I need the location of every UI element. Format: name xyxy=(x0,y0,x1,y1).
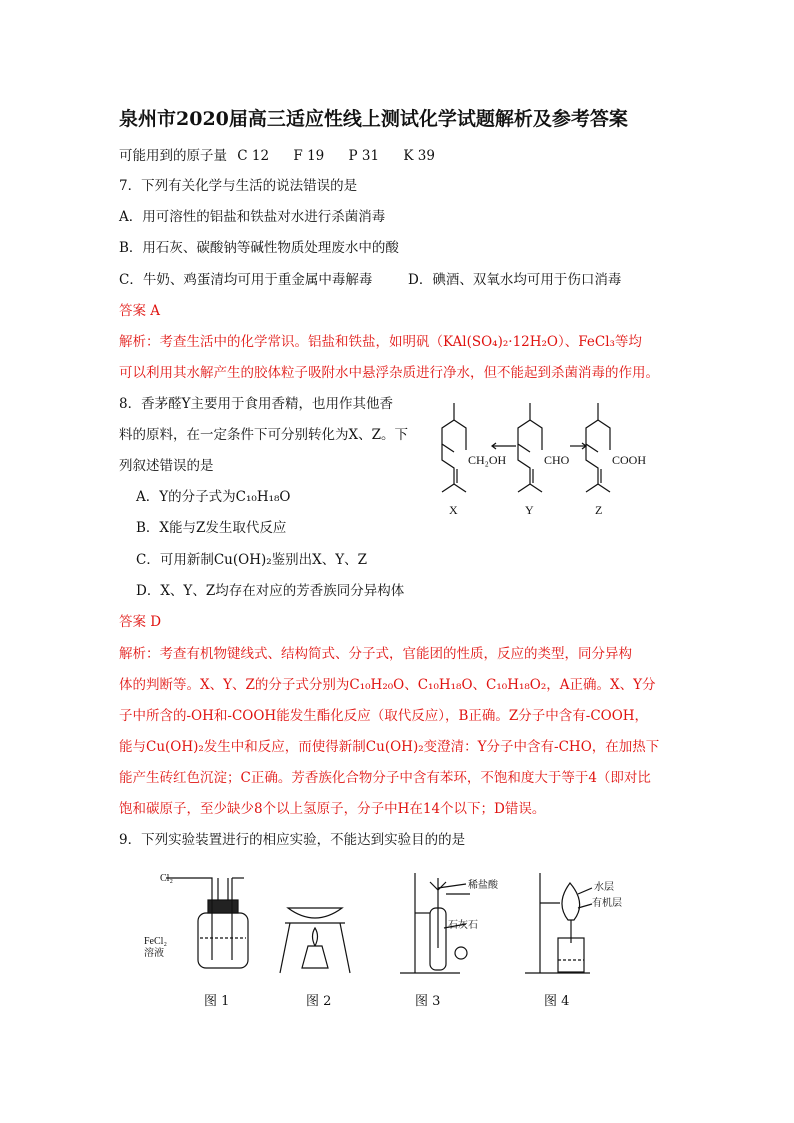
q8-option-a: A．Y的分子式为C₁₀H₁₈O xyxy=(136,489,291,505)
atomic-mass-label: 可能用到的原子量 xyxy=(119,148,227,164)
atomic-mass-k: K 39 xyxy=(403,148,435,164)
fig2-caption: 图 2 xyxy=(306,994,332,1009)
molecule-x-skeleton xyxy=(442,403,466,492)
q7-answer: 答案 A xyxy=(119,303,161,319)
q8-option-d: D．X、Y、Z均存在对应的芳香族同分异构体 xyxy=(136,583,405,599)
q8-stem-line-3: 列叙述错误的是 xyxy=(119,458,214,474)
page-title: 泉州市2020届高三适应性线上测试化学试题解析及参考答案 xyxy=(119,108,628,130)
fig3-caption: 图 3 xyxy=(415,994,441,1009)
molecule-structures-diagram xyxy=(418,398,668,523)
q8-analysis-line-1: 解析：考查有机物键线式、结构简式、分子式，官能团的性质，反应的类型，同分异构 xyxy=(119,646,632,662)
atomic-mass-c: C 12 xyxy=(237,148,270,164)
q7-option-a: A．用可溶性的铝盐和铁盐对水进行杀菌消毒 xyxy=(119,209,386,225)
molecule-z-label: Z xyxy=(595,503,603,517)
q7-analysis-line-1: 解析：考查生活中的化学常识。铝盐和铁盐，如明矾（KAl(SO₄)₂·12H₂O）、FeCl₃等均 xyxy=(119,334,642,350)
q7-option-d: D．碘酒、双氧水均可用于伤口消毒 xyxy=(408,272,622,288)
molecule-y-skeleton xyxy=(518,403,542,492)
q8-analysis-line-5: 能产生砖红色沉淀；C正确。芳香族化合物分子中含有苯环，不饱和度大于等于4（即对比 xyxy=(119,770,651,786)
atomic-mass-p: P 31 xyxy=(348,148,380,164)
q8-stem-line-2: 料的原料，在一定条件下可分别转化为X、Z。下 xyxy=(119,427,408,443)
q8-analysis-line-4: 能与Cu(OH)₂发生中和反应，而使得新制Cu(OH)₂变澄清：Y分子中含有-CHO，在加热下 xyxy=(119,739,660,755)
fig2-evaporating-setup xyxy=(280,908,350,973)
q7-analysis-line-2: 可以利用其水解产生的胶体粒子吸附水中悬浮杂质进行净水，但不能起到杀菌消毒的作用。 xyxy=(119,365,659,381)
q8-analysis-line-6: 饱和碳原子，至少缺少8个以上氢原子，分子中H在14个以下；D错误。 xyxy=(119,801,546,817)
fig1-cl2-label: Cl₂ xyxy=(160,873,173,884)
molecule-z-skeleton xyxy=(586,403,610,492)
fig1-gas-bottle xyxy=(166,878,248,968)
arrow-y-to-x xyxy=(492,443,516,449)
fig4-caption: 图 4 xyxy=(544,994,570,1009)
molecule-y-label: Y xyxy=(525,503,534,517)
q9-stem: 9．下列实验装置进行的相应实验，不能达到实验目的的是 xyxy=(119,832,466,848)
q8-analysis-line-2: 体的判断等。X、Y、Z的分子式分别为C₁₀H₂₀O、C₁₀H₁₈O、C₁₀H₁₈O₂，A正确。X、Y分 xyxy=(119,677,656,693)
molecule-x-label: X xyxy=(449,503,458,517)
fig3-limestone-label: 石灰石 xyxy=(448,920,478,931)
q8-option-b: B．X能与Z发生取代反应 xyxy=(136,520,287,536)
fig1-fecl2-label: FeCl₂ xyxy=(144,936,167,947)
q7-option-c: C．牛奶、鸡蛋清均可用于重金属中毒解毒 xyxy=(119,272,373,288)
fig1-caption: 图 1 xyxy=(204,994,230,1009)
fig1-solution-label: 溶液 xyxy=(144,948,164,959)
q8-stem-line-1: 8．香茅醛Y主要用于食用香精，也用作其他香 xyxy=(119,396,394,412)
molecule-z-group: COOH xyxy=(612,453,647,467)
q8-option-c: C．可用新制Cu(OH)₂鉴别出X、Y、Z xyxy=(136,552,368,568)
fig3-acid-label: 稀盐酸 xyxy=(468,880,498,891)
q8-analysis-line-3: 子中所含的-OH和-COOH能发生酯化反应（取代反应），B正确。Z分子中含有-COOH， xyxy=(119,708,649,724)
molecule-y-group: CHO xyxy=(544,453,570,467)
fig4-separatory-funnel xyxy=(525,873,592,973)
q9-apparatus-figures xyxy=(130,868,622,978)
fig4-water-label: 水层 xyxy=(594,882,614,893)
molecule-x-group: CH₂OH xyxy=(468,453,507,467)
q7-stem: 7．下列有关化学与生活的说法错误的是 xyxy=(119,178,358,194)
arrow-y-to-z xyxy=(570,443,586,449)
q8-answer: 答案 D xyxy=(119,614,162,630)
fig4-organic-label: 有机层 xyxy=(592,898,622,909)
atomic-mass-line xyxy=(119,146,455,166)
q7-option-b: B．用石灰、碳酸钠等碱性物质处理废水中的酸 xyxy=(119,240,399,256)
atomic-mass-f: F 19 xyxy=(293,148,325,164)
